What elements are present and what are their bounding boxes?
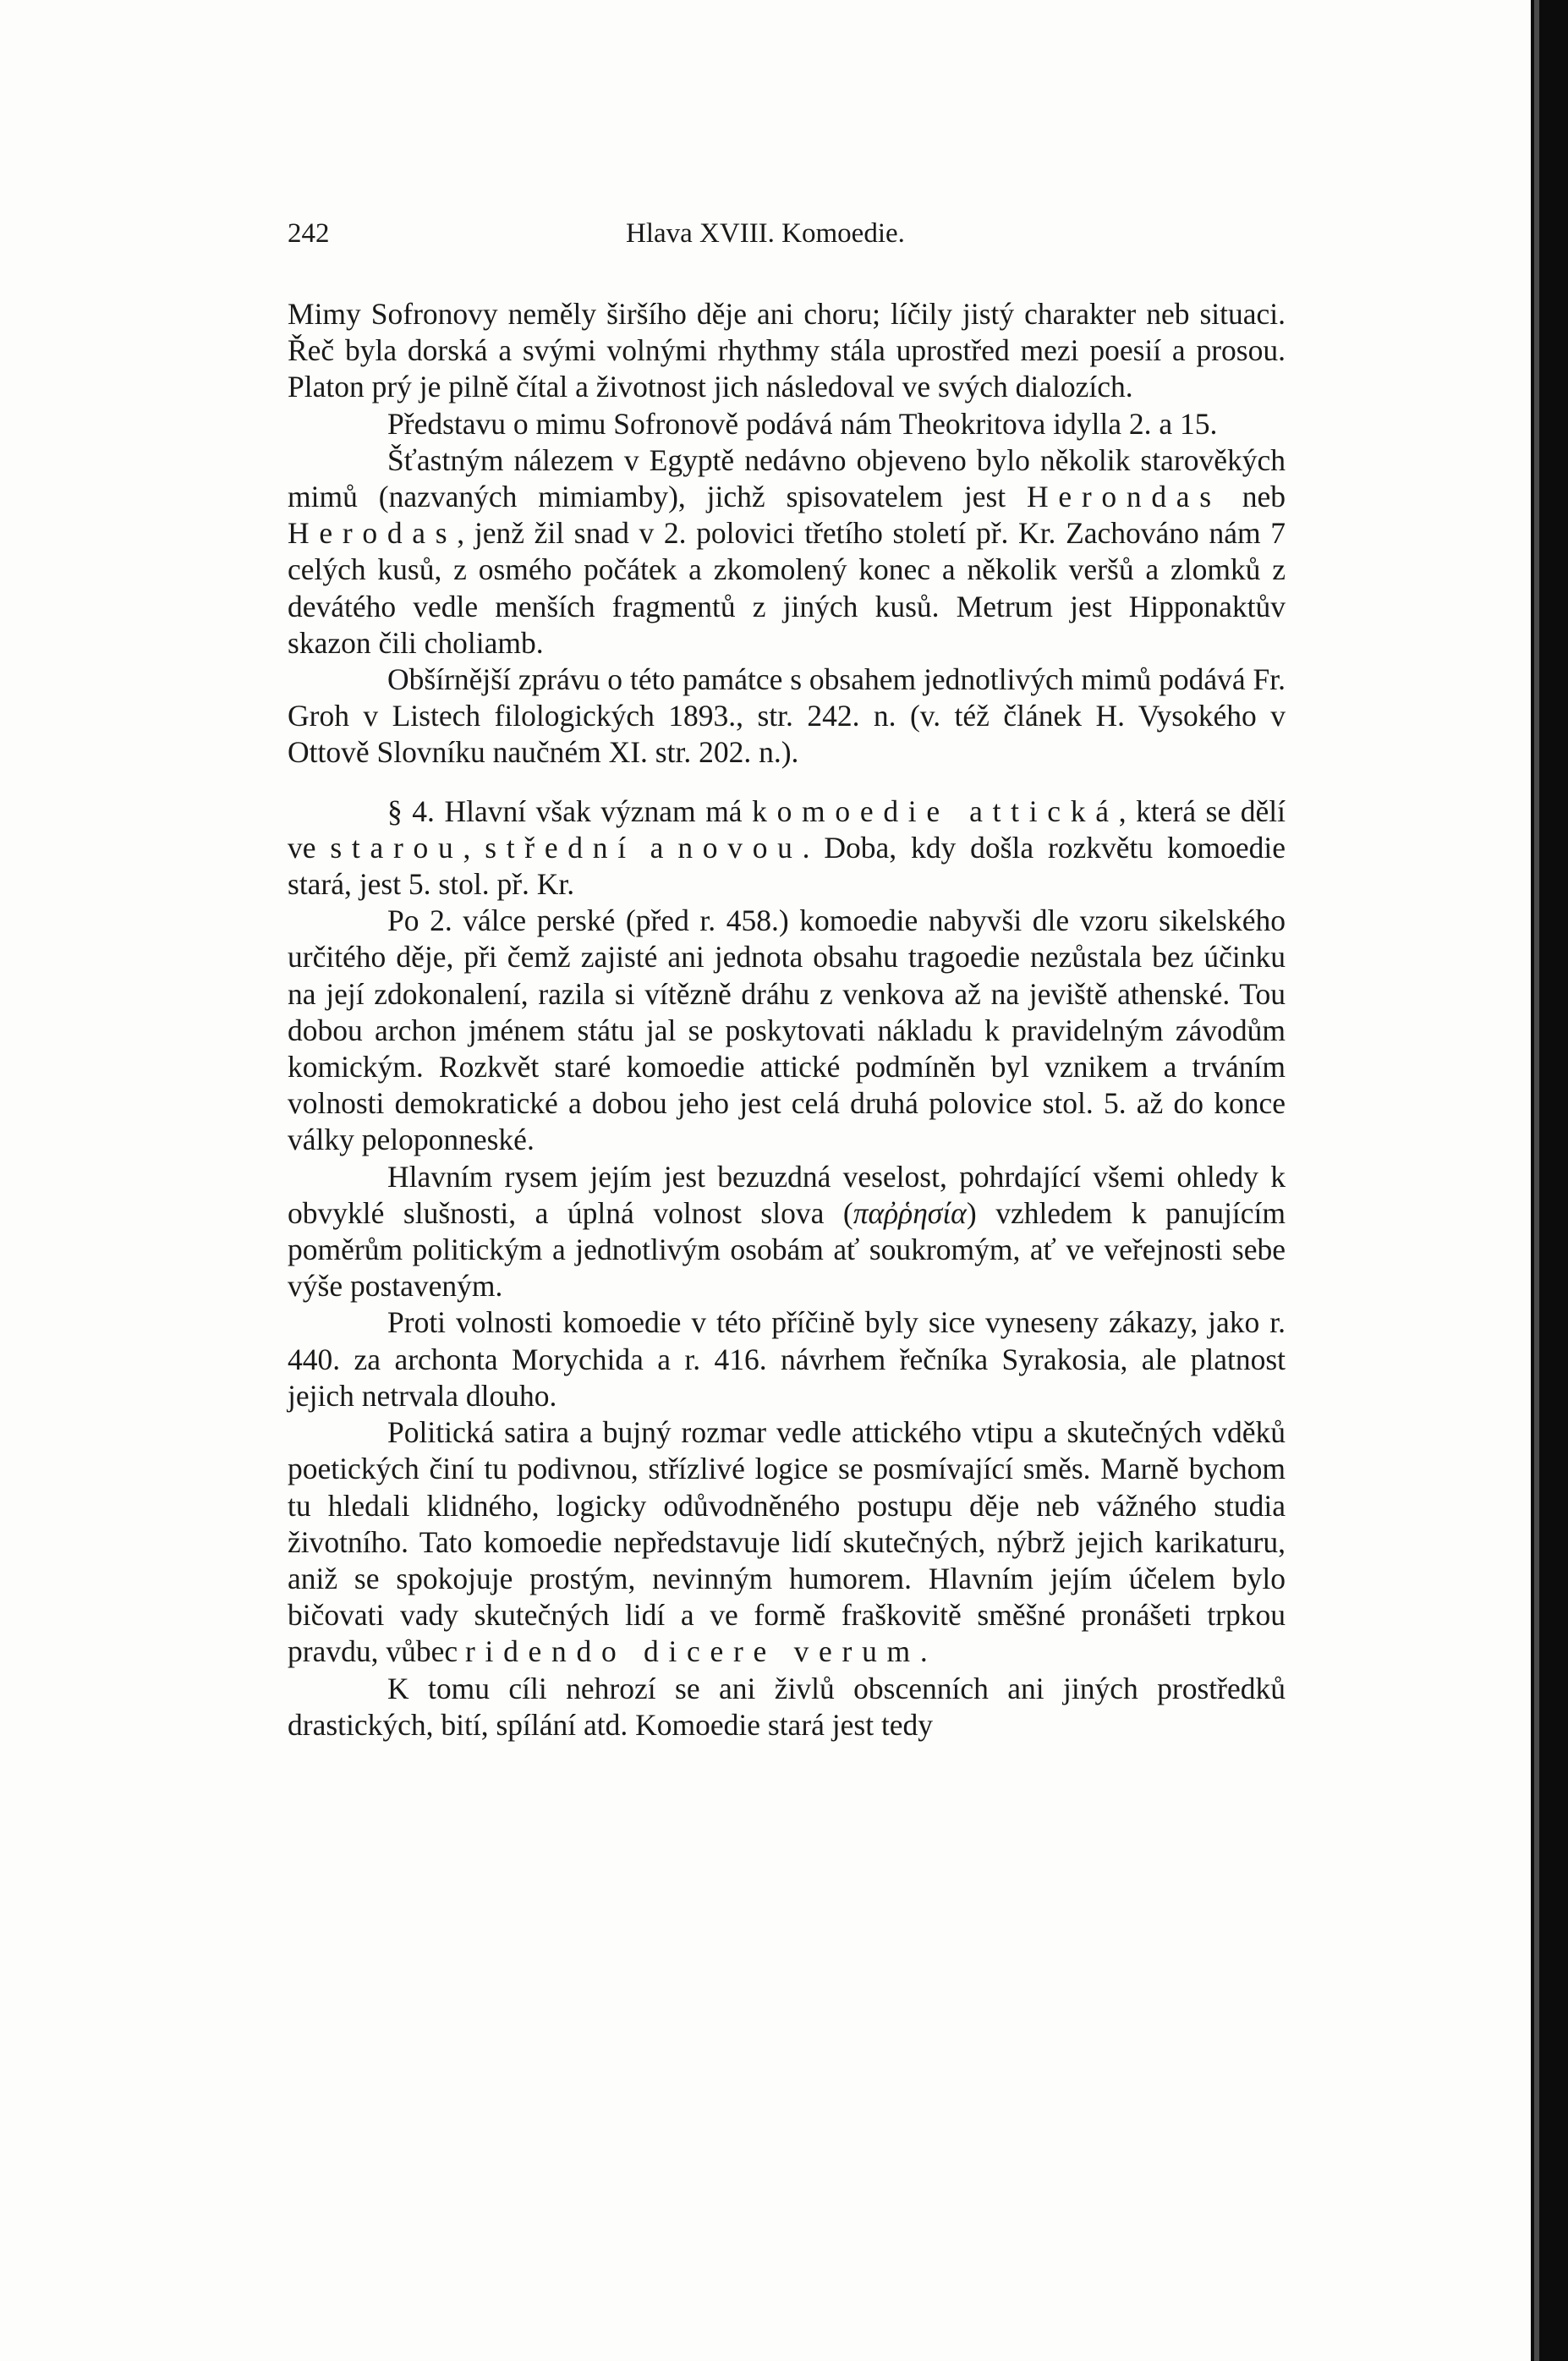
paragraph-5-e: , <box>463 830 485 865</box>
page-number: 242 <box>288 218 330 249</box>
paragraph-5-i: . Doba, kdy došla rozkvětu komoedie stará, jest 5. stol. př. Kr. <box>288 830 1286 902</box>
paragraph-1: Mimy Sofronovy neměly širšího děje ani choru; líčily jistý charakter neb situaci. Řeč byla dorská a svými volnými rhythmy stála uprostřed mezi poesií a prosou. Platon prý je pilně čítal a životnost jich následoval ve svých dialozích. <box>288 297 1286 404</box>
paragraph-7-a: Hlavním rysem jejím jest bezuzdná veselost, pohrdající všemi ohledy k obvyklé slušnosti, a úplná volnost slova ( <box>288 1159 1286 1230</box>
paragraph-7-b: ) vzhledem k panujícím poměrům politickým a jednotlivým osobám ať soukromým, ať ve veřejnosti sebe výše postaveným. <box>288 1195 1286 1304</box>
paragraph-9-a: Politická satira a bujný rozmar vedle attického vtipu a skutečných vděků poetických činí tu podivnou, střízlivé logice se posmívající směs. Marně bychom tu hledali klidného, logicky odůvodněného postupu děje neb vážného studia životního. Tato komoedie nepředstavuje lidí skutečných, nýbrž jejich karikaturu, aniž se spokojuje prostým, nevinným humorem. Hlavním jejím účelem bylo bičovati vady skutečných lidí a ve formě fraškovitě směšné pronášeti trpkou pravdu, vůbec <box>288 1415 1286 1669</box>
spaced-herondas: Herondas <box>1027 480 1221 514</box>
paragraph-9 <box>288 1414 1286 1670</box>
spaced-herodas: Herodas <box>288 516 458 551</box>
scan-edge-border <box>1531 0 1568 2361</box>
spaced-stredni: střední <box>485 830 636 865</box>
paragraph-3 <box>288 442 1286 662</box>
spaced-starou: starou <box>330 830 463 865</box>
paragraph-3-e: , jenž žil snad v 2. polovici třetího století př. Kr. Zachováno nám 7 celých kusů, z osmého počátek a zkomolený konec a několik veršů a zlomků z devátého vedle menších fragmentů z jiných kusů. Metrum jest Hipponaktův skazon čili choliamb. <box>288 516 1286 660</box>
paragraph-6: Po 2. válce perské (před r. 458.) komoedie nabyvši dle vzoru sikelského určitého děje, při čemž zajisté ani jednota obsahu tragoedie nezůstala bez účinku na její zdokonalení, razila si vítězně dráhu z venkova až na jeviště athenské. Tou dobou archon jménem státu jal se poskytovati nákladu k pravidelným závodům komickým. Rozkvět staré komoedie attické podmíněn byl vznikem a trváním volnosti demokratické a dobou jeho jest celá druhá polovice stol. 5. až do konce války peloponneské. <box>288 903 1286 1157</box>
spaced-novou: novou <box>677 830 803 865</box>
paragraph-7 <box>288 1159 1286 1305</box>
chapter-title: Hlava XVIII. Komoedie. <box>626 218 905 249</box>
paragraph-2: Představu o mimu Sofronově podává nám Theokritova idylla 2. a 15. <box>387 406 1218 441</box>
greek-parrhesia: παῤῥησία <box>853 1195 967 1230</box>
paragraph-3-a: Šťastným nálezem v Egyptě nedávno objeveno bylo několik starověkých mimů (nazvaných mimiamby), jichž spisovatelem jest <box>288 442 1286 514</box>
paragraph-4: Obšírnější zprávu o této památce s obsahem jednotlivých mimů podává Fr. Groh v Listech filologických 1893., str. 242. n. (v. též článek H. Vysokého v Ottově Slovníku naučném XI. str. 202. n.). <box>288 662 1286 770</box>
section-4-paragraph <box>288 793 1286 903</box>
paragraph-9-c: . <box>919 1634 928 1669</box>
paragraph-8: Proti volnosti komoedie v této příčině byly sice vyneseny zákazy, jako r. 440. za archonta Morychida a r. 416. návrhem řečníka Syrakosia, ale platnost jejich netrvala dlouho. <box>288 1305 1286 1413</box>
paragraph-5-a: § 4. Hlavní však význam má <box>387 793 753 828</box>
paragraph-3-c: neb <box>1220 480 1286 514</box>
spaced-ridendo-dicere-verum: ridendo dicere verum <box>464 1634 920 1669</box>
paragraph-5-c: , která se dělí ve <box>288 793 1286 865</box>
running-header <box>288 218 1286 252</box>
paragraph-5-g: a <box>635 830 678 865</box>
body-text <box>288 296 1286 1743</box>
spaced-komoedie-atticka: komoedie attická <box>752 793 1119 828</box>
paragraph-10: K tomu cíli nehrozí se ani živlů obscenních ani jiných prostředků drastických, bití, spílání atd. Komoedie stará jest tedy <box>288 1671 1286 1742</box>
